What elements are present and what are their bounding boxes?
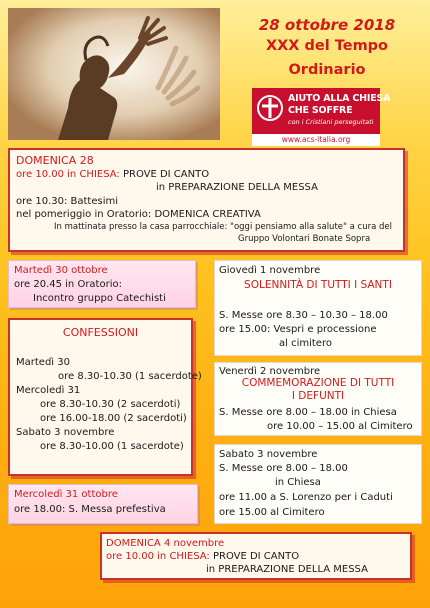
friday-2-heading-2: I DEFUNTI — [291, 390, 345, 402]
header-sunday-name: XXX del Tempo — [265, 38, 389, 54]
sunday-28-line-4: nel pomeriggio in Oratorio: DOMENICA CREATIVA — [16, 209, 261, 220]
sunday-28-line-2: in PREPARAZIONE DELLA MESSA — [156, 182, 318, 193]
logo-url: www.acs-italia.org — [252, 134, 380, 146]
tuesday-30-line-1: ore 20.45 in Oratorio: — [14, 279, 122, 290]
wednesday-31-line-1: ore 18.00: S. Messa prefestiva — [14, 504, 166, 515]
confessioni-day-1: Martedì 30 — [16, 357, 70, 368]
logo-line-1: AIUTO ALLA CHIESA — [288, 93, 391, 104]
saturday-3-line-1: S. Messe ore 8.00 – 18.00 — [219, 463, 348, 474]
sunday-28-title: DOMENICA 28 — [16, 154, 94, 167]
confessioni-title: CONFESSIONI — [62, 326, 139, 339]
thursday-1-line-2: ore 15.00: Vespri e processione — [219, 324, 377, 335]
friday-2-box — [214, 362, 422, 436]
sunday-4-activity: PROVE DI CANTO — [209, 551, 300, 562]
header-date: 28 ottobre 2018 — [258, 16, 396, 34]
confessioni-box — [8, 318, 202, 476]
sunday-28-box — [8, 148, 405, 252]
saturday-3-line-3: ore 11.00 a S. Lorenzo per i Caduti — [219, 492, 393, 503]
saturday-3-line-4: ore 15.00 al Cimitero — [219, 507, 325, 518]
header-photo — [8, 8, 220, 140]
friday-2-line-2: ore 10.00 – 15.00 al Cimitero — [267, 421, 413, 432]
header-sunday-name-2: Ordinario — [288, 62, 366, 78]
sunday-4-line-1 — [106, 550, 299, 563]
confessioni-day-2: Mercoledì 31 — [16, 385, 81, 396]
confessioni-day-3-line-1: ore 8.30-10.00 (1 sacerdote) — [40, 441, 184, 452]
sunday-28-time: ore 10.00 in CHIESA: — [16, 169, 120, 180]
sunday-4-line-2: in PREPARAZIONE DELLA MESSA — [206, 564, 368, 575]
saturday-3-line-2: in Chiesa — [275, 477, 321, 488]
tuesday-30-box — [8, 260, 196, 308]
friday-2-heading-1: COMMEMORAZIONE DI TUTTI — [241, 377, 395, 389]
thursday-1-line-1: S. Messe ore 8.30 – 10.30 – 18.00 — [219, 310, 388, 321]
thursday-1-title: Giovedì 1 novembre — [219, 265, 321, 276]
confessioni-day-1-line-1: ore 8.30-10.30 (1 sacerdote) — [58, 371, 202, 382]
confessioni-day-2-line-1: ore 8.30-10.30 (2 sacerdoti) — [40, 399, 181, 410]
sunday-4-box — [100, 532, 412, 580]
sunday-4-time: ore 10.00 in CHIESA: — [106, 551, 210, 562]
thursday-1-box — [214, 260, 422, 356]
friday-2-title: Venerdì 2 novembre — [219, 366, 321, 377]
saturday-3-title: Sabato 3 novembre — [219, 449, 318, 460]
sunday-4-title: DOMENICA 4 novembre — [106, 538, 225, 549]
friday-2-line-1: S. Messe ore 8.00 – 18.00 in Chiesa — [219, 407, 397, 418]
thursday-1-heading: SOLENNITÀ DI TUTTI I SANTI — [244, 279, 392, 291]
wednesday-31-box — [8, 484, 198, 524]
acs-emblem-icon — [256, 94, 284, 124]
logo-line-2: CHE SOFFRE — [288, 105, 353, 116]
praying-figure-illustration — [8, 8, 220, 140]
sunday-28-line-1 — [16, 168, 209, 181]
thursday-1-line-3: al cimitero — [279, 338, 332, 349]
sunday-28-activity: PROVE DI CANTO — [119, 169, 210, 180]
tuesday-30-title: Martedì 30 ottobre — [14, 265, 108, 276]
tuesday-30-line-2: Incontro gruppo Catechisti — [33, 293, 166, 304]
logo-line-3: con i Cristiani perseguitati — [288, 118, 374, 126]
sunday-28-line-5: In mattinata presso la casa parrocchiale: "oggi pensiamo alla salute" a cura del — [54, 222, 392, 232]
acs-logo — [252, 88, 391, 146]
sunday-28-line-6: Gruppo Volontari Bonate Sopra — [238, 234, 371, 244]
confessioni-day-3: Sabato 3 novembre — [16, 427, 115, 438]
confessioni-day-2-line-2: ore 16.00-18.00 (2 sacerdoti) — [40, 413, 187, 424]
sunday-28-line-3: ore 10.30: Battesimi — [16, 196, 119, 207]
saturday-3-box — [214, 444, 422, 524]
wednesday-31-title: Mercoledì 31 ottobre — [14, 489, 118, 500]
